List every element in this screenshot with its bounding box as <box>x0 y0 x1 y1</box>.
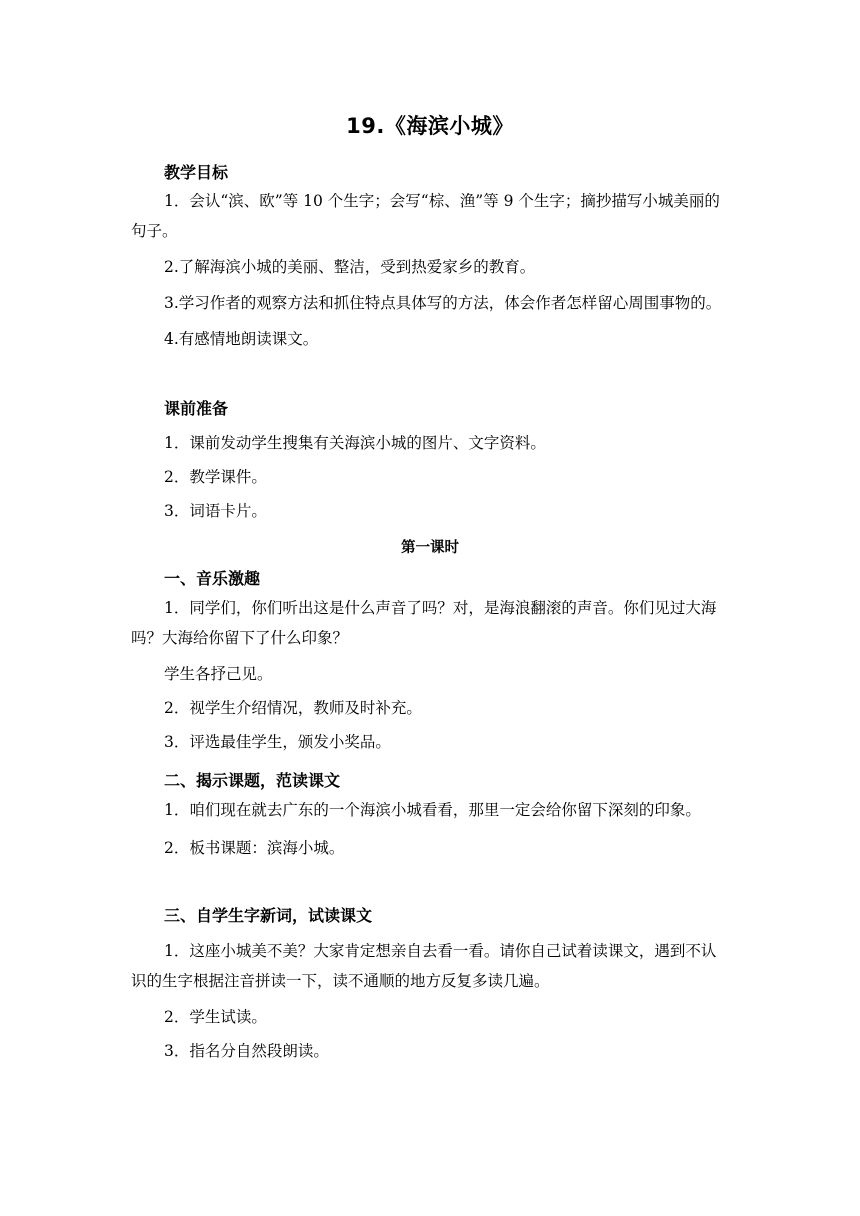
preparation-heading: 课前准备 <box>164 399 229 418</box>
section3-item-1: 1．这座小城美不美？大家肯定想亲自去看一看。请你自己试着读课文，遇到不认识的生字根据注音拼读一下，读不通顺的地方反复多读几遍。 <box>131 942 717 990</box>
section3-heading: 三、自学生字新词，试读课文 <box>164 906 373 925</box>
objective-item-4: 4.有感情地朗读课文。 <box>164 330 319 348</box>
objective-item-2: 2.了解海滨小城的美丽、整洁，受到热爱家乡的教育。 <box>164 258 536 276</box>
section1-item-1: 1．同学们，你们听出这是什么声音了吗？对，是海浪翻滚的声音。你们见过大海吗？大海给你留下了什么印象？ <box>131 599 717 647</box>
preparation-item-2: 2．教学课件。 <box>164 468 267 486</box>
section1-list <box>131 593 731 757</box>
preparation-list <box>131 428 731 526</box>
section3-item-3: 3．指名分自然段朗读。 <box>164 1042 329 1060</box>
objectives-list <box>131 186 731 354</box>
section1-item-3: 2．视学生介绍情况，教师及时补充。 <box>164 699 422 717</box>
section2-list <box>131 795 731 863</box>
objectives-heading: 教学目标 <box>164 163 229 182</box>
objective-item-3: 3.学习作者的观察方法和抓住特点具体写的方法，体会作者怎样留心周围事物的。 <box>164 294 722 312</box>
section2-heading: 二、揭示课题，范读课文 <box>164 771 341 790</box>
document-title: 19.《海滨小城》 <box>346 114 514 138</box>
section1-item-2: 学生各抒己见。 <box>164 665 273 683</box>
preparation-item-3: 3．词语卡片。 <box>164 502 267 520</box>
preparation-item-1: 1．课前发动学生搜集有关海滨小城的图片、文字资料。 <box>164 434 546 452</box>
lesson-title: 第一课时 <box>401 540 459 556</box>
section2-item-2: 2．板书课题：滨海小城。 <box>164 839 345 857</box>
section1-heading: 一、音乐激趣 <box>164 569 261 588</box>
section1-item-4: 3．评选最佳学生，颁发小奖品。 <box>164 733 391 751</box>
section3-item-2: 2．学生试读。 <box>164 1008 267 1026</box>
section2-item-1: 1．咱们现在就去广东的一个海滨小城看看，那里一定会给你留下深刻的印象。 <box>164 801 701 819</box>
section3-list <box>131 936 731 1066</box>
objective-item-1: 1．会认“滨、欧”等 10 个生字；会写“棕、渔”等 9 个生字；摘抄描写小城美丽的句子。 <box>131 192 720 240</box>
